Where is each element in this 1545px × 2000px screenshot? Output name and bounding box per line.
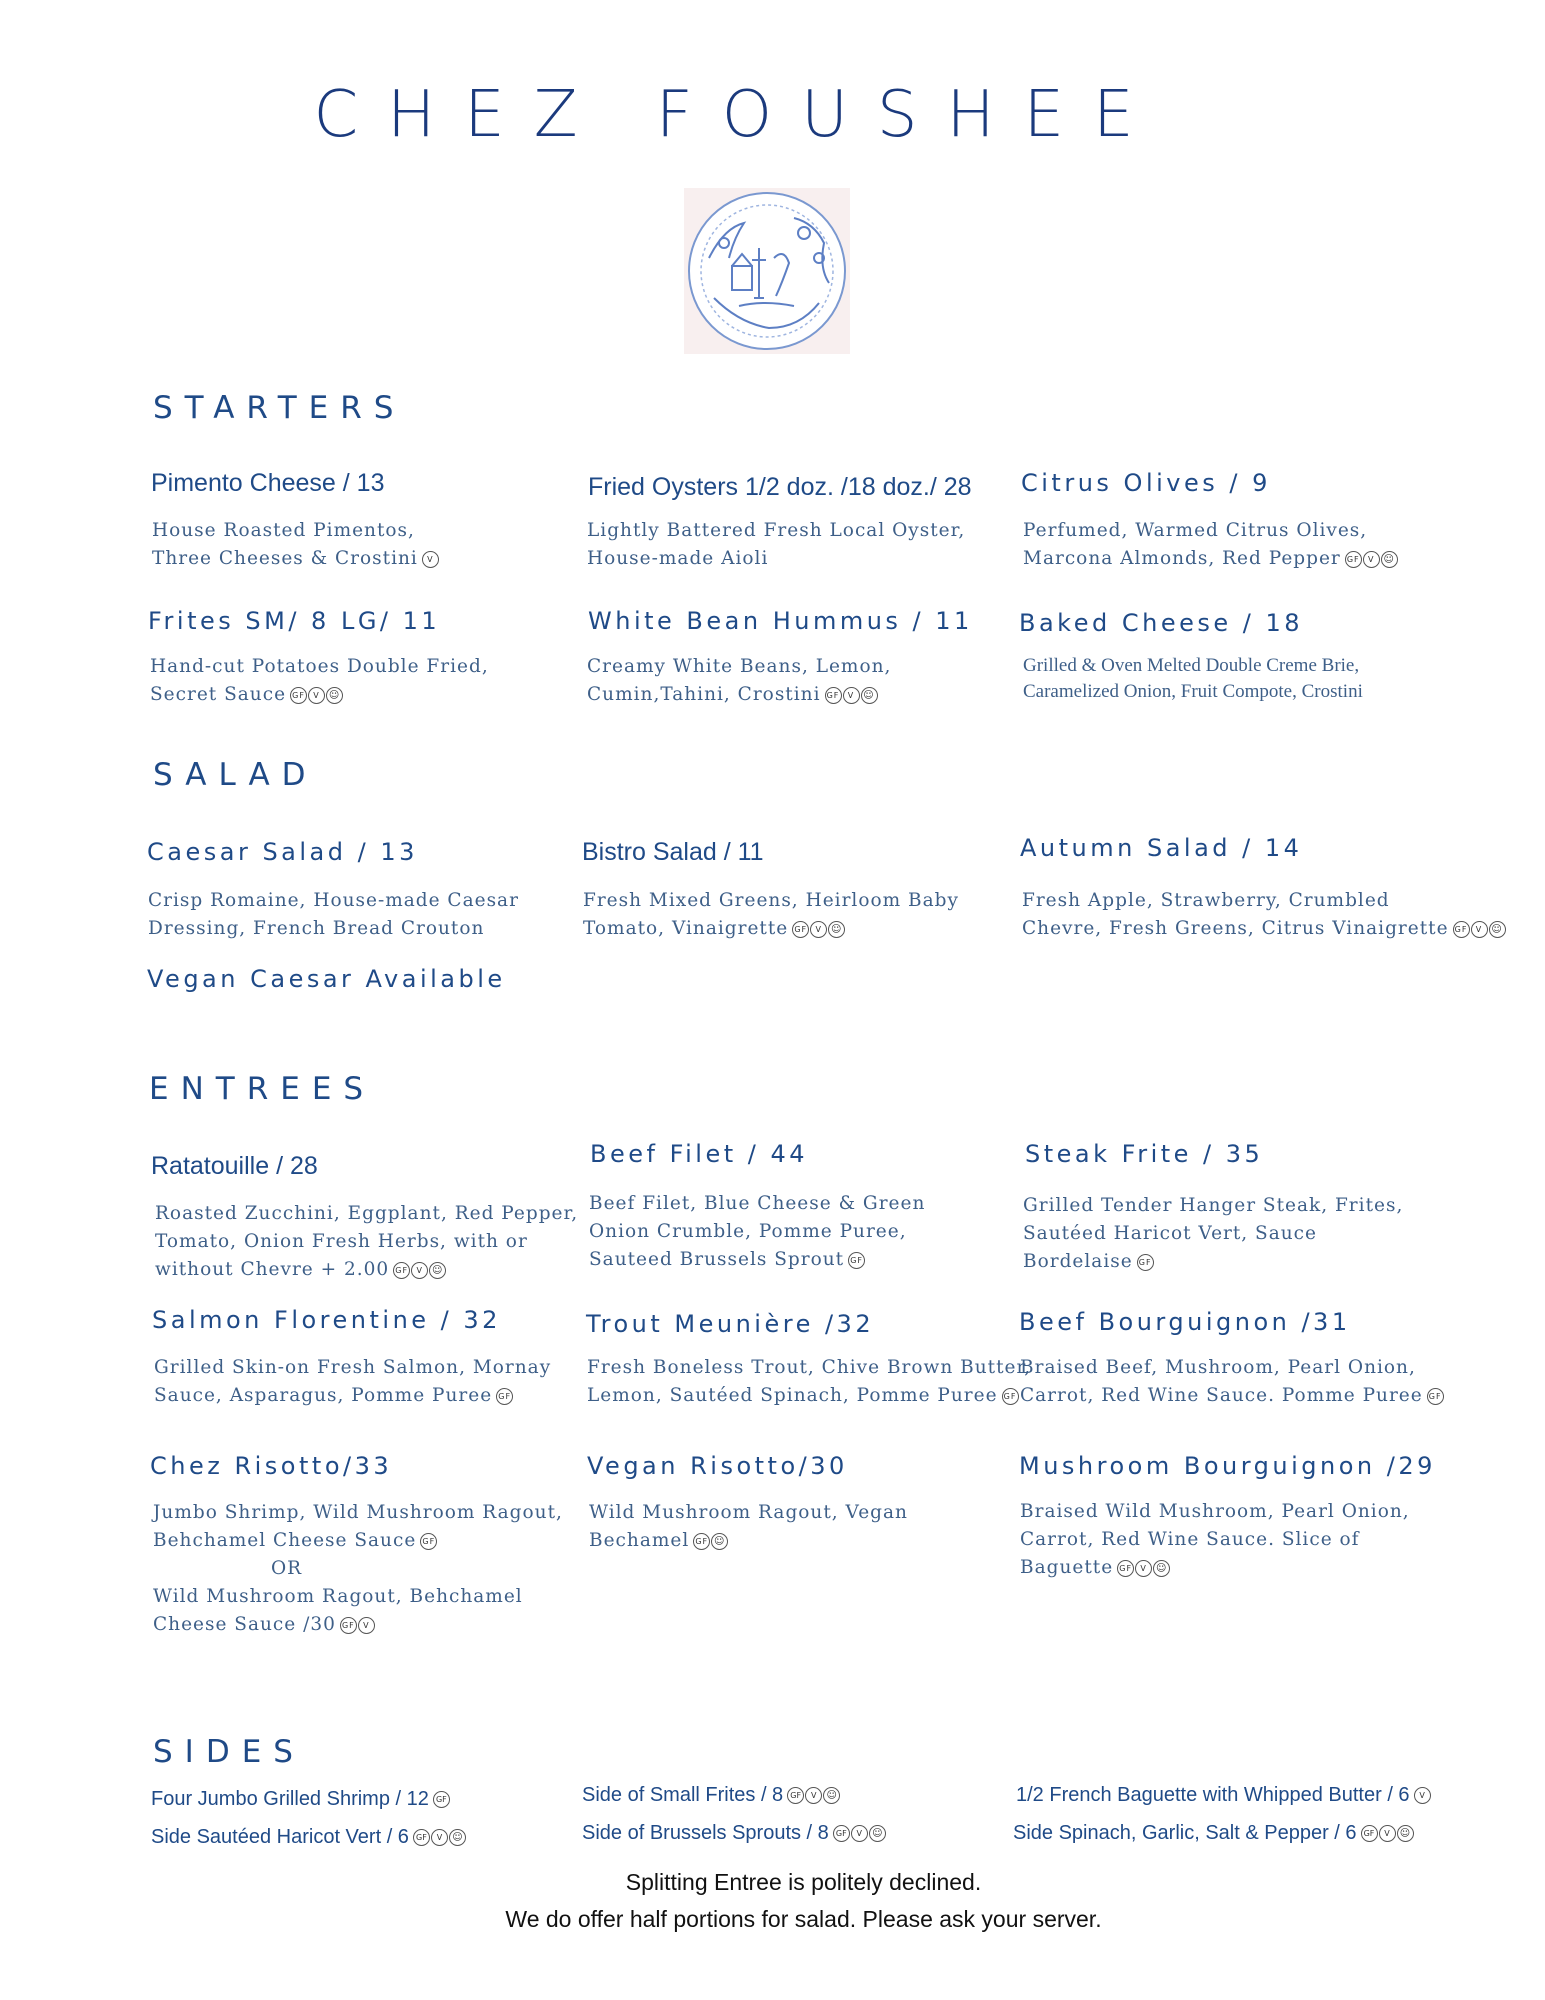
footer-note-line-1: Splitting Entree is politely declined. (625, 1869, 982, 1895)
side-item: 1/2 French Baguette with Whipped Butter / 6 V (1016, 1784, 1432, 1807)
vegan-icon: ☺ (1397, 1825, 1414, 1842)
gluten-free-icon: GF (1117, 1560, 1134, 1577)
plate-illustration (684, 188, 850, 354)
menu-item-name: Salmon Florentine / 32 (152, 1306, 501, 1334)
vegan-icon: ☺ (1381, 551, 1398, 568)
menu-item-description: Hand-cut Potatoes Double Fried, Secret Sauce GF V ☺ (150, 656, 489, 705)
gluten-free-icon: GF (792, 921, 809, 938)
menu-item-description: Braised Beef, Mushroom, Pearl Onion, Carrot, Red Wine Sauce. Pomme Puree GF (1020, 1354, 1445, 1410)
footer-note-line-2: We do offer half portions for salad. Please ask your server. (505, 1906, 1102, 1932)
vegan-icon: ☺ (449, 1829, 466, 1846)
vegan-icon: ☺ (711, 1533, 728, 1550)
vegan-icon: ☺ (823, 1787, 840, 1804)
gluten-free-icon: GF (833, 1825, 850, 1842)
vegetarian-icon: V (843, 687, 860, 704)
menu-item-name: Caesar Salad / 13 (147, 838, 418, 866)
gluten-free-icon: GF (290, 687, 307, 704)
menu-item-name: Pimento Cheese / 13 (151, 469, 385, 497)
vegan-caesar-note: Vegan Caesar Available (147, 965, 506, 993)
vegetarian-icon: V (851, 1825, 868, 1842)
vegetarian-icon: V (411, 1262, 428, 1279)
section-heading-salad: SALAD (153, 757, 318, 793)
gluten-free-icon: GF (1345, 551, 1362, 568)
vegetarian-icon: V (805, 1787, 822, 1804)
restaurant-name: CHEZ FOUSHEE (313, 78, 1163, 152)
menu-item-description: Roasted Zucchini, Eggplant, Red Pepper, Tomato, Onion Fresh Herbs, with or without Chevre + 2.00 GF V ☺ (155, 1203, 579, 1280)
vegetarian-icon: V (1363, 551, 1380, 568)
vegetarian-icon: V (308, 687, 325, 704)
vegan-icon: ☺ (828, 921, 845, 938)
menu-item-description: Grilled & Oven Melted Double Creme Brie, Caramelized Onion, Fruit Compote, Crostini (1023, 655, 1363, 702)
menu-item-name: Citrus Olives / 9 (1021, 469, 1271, 497)
side-item: Four Jumbo Grilled Shrimp / 12 GF (151, 1788, 451, 1811)
menu-item-description: Grilled Skin-on Fresh Salmon, Mornay Sauce, Asparagus, Pomme Puree GF (154, 1357, 552, 1406)
vegan-icon: ☺ (1153, 1560, 1170, 1577)
menu-item-description: Creamy White Beans, Lemon, Cumin,Tahini, Crostini GF V ☺ (587, 656, 892, 705)
vegan-icon: ☺ (869, 1825, 886, 1842)
gluten-free-icon: GF (825, 687, 842, 704)
gluten-free-icon: GF (496, 1388, 513, 1405)
menu-item-description: Jumbo Shrimp, Wild Mushroom Ragout, Behchamel Cheese Sauce GF OR Wild Mushroom Ragout, Behchamel Cheese Sauce /30 GF V (153, 1502, 563, 1635)
vegan-icon: ☺ (429, 1262, 446, 1279)
menu-item-description: Grilled Tender Hanger Steak, Frites, Sautéed Haricot Vert, Sauce Bordelaise GF (1023, 1195, 1404, 1272)
menu-item-name: Beef Bourguignon /31 (1019, 1308, 1351, 1336)
gluten-free-icon: GF (1361, 1825, 1378, 1842)
menu-item-description: Braised Wild Mushroom, Pearl Onion, Carrot, Red Wine Sauce. Slice of Baguette GF V ☺ (1020, 1501, 1410, 1578)
side-item: Side Spinach, Garlic, Salt & Pepper / 6 GF V ☺ (1013, 1822, 1415, 1845)
vegetarian-icon: V (422, 551, 439, 568)
section-heading-entrees: ENTREES (149, 1071, 376, 1107)
side-item: Side of Small Frites / 8 GF V ☺ (582, 1784, 841, 1807)
vegan-icon: ☺ (1489, 921, 1506, 938)
or-divider: OR (271, 1558, 303, 1579)
gluten-free-icon: GF (1453, 921, 1470, 938)
vegan-icon: ☺ (861, 687, 878, 704)
menu-item-description: Crisp Romaine, House-made Caesar Dressing, French Bread Crouton (148, 890, 519, 939)
menu-item-description: Perfumed, Warmed Citrus Olives, Marcona Almonds, Red Pepper GF V ☺ (1023, 517, 1399, 573)
menu-item-name: Fried Oysters 1/2 doz. /18 doz./ 28 (588, 473, 972, 501)
gluten-free-icon: GF (340, 1617, 357, 1634)
vegetarian-icon: V (810, 921, 827, 938)
menu-item-description: Lightly Battered Fresh Local Oyster, House-made Aioli (587, 520, 966, 569)
menu-item-name: Ratatouille / 28 (151, 1152, 318, 1180)
vegetarian-icon: V (1135, 1560, 1152, 1577)
menu-item-description: Fresh Boneless Trout, Chive Brown Butter, Lemon, Sautéed Spinach, Pomme Puree GF (587, 1357, 1032, 1406)
gluten-free-icon: GF (848, 1252, 865, 1269)
vegan-icon: ☺ (326, 687, 343, 704)
menu-item-name: Autumn Salad / 14 (1020, 834, 1303, 862)
vegetarian-icon: V (431, 1829, 448, 1846)
gluten-free-icon: GF (1137, 1254, 1154, 1271)
menu-item-description: House Roasted Pimentos, Three Cheeses & Crostini V (152, 517, 440, 573)
gluten-free-icon: GF (393, 1262, 410, 1279)
menu-item-name: Baked Cheese / 18 (1019, 609, 1303, 637)
gluten-free-icon: GF (787, 1787, 804, 1804)
menu-item-name: Mushroom Bourguignon /29 (1019, 1452, 1436, 1480)
vegetarian-icon: V (1471, 921, 1488, 938)
gluten-free-icon: GF (1002, 1388, 1019, 1405)
menu-item-description: Fresh Apple, Strawberry, Crumbled Chevre, Fresh Greens, Citrus Vinaigrette GF V ☺ (1022, 887, 1507, 943)
menu-item-name: Bistro Salad / 11 (582, 838, 764, 866)
vegetarian-icon: V (1414, 1787, 1431, 1804)
menu-item-description: Beef Filet, Blue Cheese & Green Onion Crumble, Pomme Puree, Sauteed Brussels Sprout GF (589, 1193, 926, 1270)
menu-item-description: Wild Mushroom Ragout, Vegan Bechamel GF ☺ (589, 1502, 908, 1551)
vegetarian-icon: V (1379, 1825, 1396, 1842)
menu-item-name: Steak Frite / 35 (1025, 1140, 1264, 1168)
menu-item-description: Fresh Mixed Greens, Heirloom Baby Tomato, Vinaigrette GF V ☺ (583, 890, 959, 939)
gluten-free-icon: GF (413, 1829, 430, 1846)
gluten-free-icon: GF (1427, 1388, 1444, 1405)
gluten-free-icon: GF (693, 1533, 710, 1550)
menu-item-name: Frites SM/ 8 LG/ 11 (148, 607, 441, 635)
menu-item-name: Vegan Risotto/30 (587, 1452, 848, 1480)
vegetarian-icon: V (358, 1617, 375, 1634)
section-heading-sides: SIDES (153, 1734, 305, 1770)
menu-item-name: Beef Filet / 44 (590, 1140, 809, 1168)
side-item: Side Sautéed Haricot Vert / 6 GF V ☺ (151, 1826, 467, 1849)
menu-item-name: White Bean Hummus / 11 (588, 607, 973, 635)
menu-item-name: Trout Meunière /32 (586, 1310, 875, 1338)
side-item: Side of Brussels Sprouts / 8 GF V ☺ (582, 1822, 887, 1845)
menu-item-name: Chez Risotto/33 (150, 1452, 393, 1480)
gluten-free-icon: GF (420, 1533, 437, 1550)
gluten-free-icon: GF (433, 1791, 450, 1808)
section-heading-starters: STARTERS (153, 390, 406, 426)
